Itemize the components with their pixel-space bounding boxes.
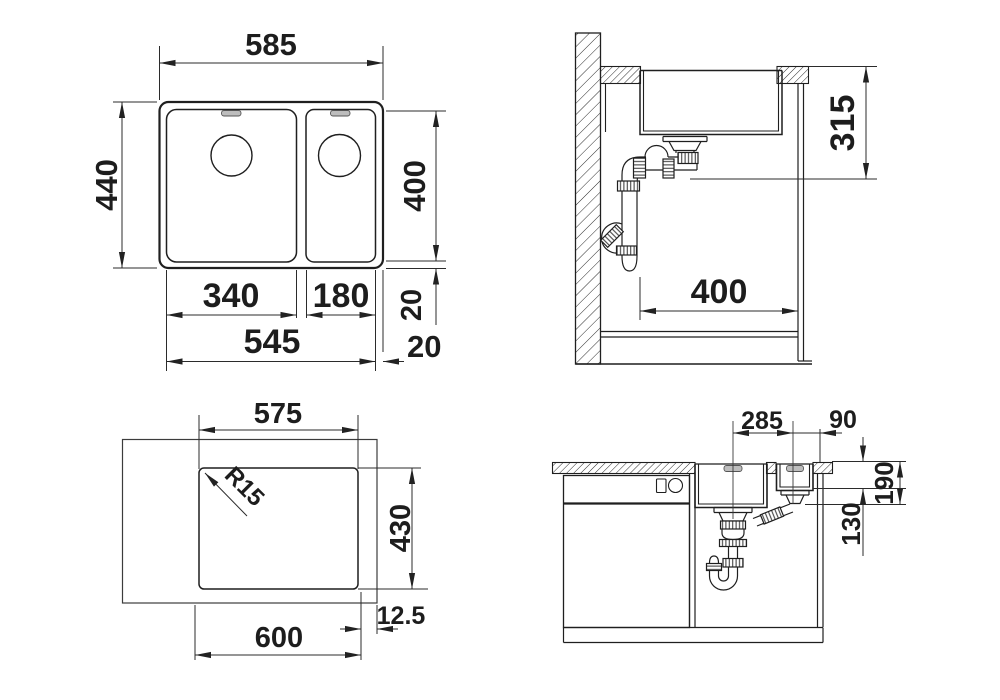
cutout-plan-view xyxy=(123,398,429,660)
dim-label-600: 600 xyxy=(254,622,304,654)
overflow-slot-half xyxy=(331,111,351,117)
bowl-inner xyxy=(644,71,779,132)
overflow-slot-half-front xyxy=(787,466,804,472)
dim-label-285: 285 xyxy=(741,407,783,435)
dim-label-430: 430 xyxy=(385,503,417,553)
wall-hatch xyxy=(576,33,601,364)
half-bowl xyxy=(306,110,376,263)
dishwasher-control-rect xyxy=(657,479,667,493)
base-cabinet-front xyxy=(564,474,824,643)
bowl-outer xyxy=(640,71,782,135)
dim-label-400-plan: 400 xyxy=(397,160,432,212)
dim-label-180: 180 xyxy=(312,277,370,315)
dim-label-20-rim-right: 20 xyxy=(407,329,442,364)
dim-label-130: 130 xyxy=(836,502,866,546)
drain-half xyxy=(319,135,361,177)
front-trap-assembly xyxy=(707,491,810,591)
front-section-view xyxy=(553,406,907,643)
radius-label-r15: R15 xyxy=(219,461,270,512)
dim-label-340: 340 xyxy=(202,277,260,315)
worktop-outline xyxy=(123,440,378,604)
dim-label-575: 575 xyxy=(253,398,303,430)
dishwasher-outline xyxy=(564,476,690,628)
side-section-view xyxy=(576,33,878,364)
sink-outline xyxy=(160,102,384,268)
dim-label-190: 190 xyxy=(869,461,899,505)
main-bowl xyxy=(167,110,297,263)
dim-label-400-depth: 400 xyxy=(690,273,748,311)
drain-main xyxy=(211,135,252,176)
dim-label-545: 545 xyxy=(243,323,301,361)
worktop-front-middle xyxy=(767,463,777,474)
overflow-slot-main xyxy=(222,111,242,117)
dishwasher-control-knob xyxy=(669,479,683,493)
top-plan-view xyxy=(89,27,446,371)
dim-label-315: 315 xyxy=(824,94,862,152)
worktop-left xyxy=(601,67,641,84)
worktop-front-left xyxy=(553,463,696,474)
worktop-front-right xyxy=(813,463,833,474)
dim-label-440: 440 xyxy=(89,159,124,211)
cutout-outline xyxy=(199,468,358,589)
dim-label-90: 90 xyxy=(829,406,857,434)
dim-label-585: 585 xyxy=(245,27,297,62)
dim-label-12-5: 12.5 xyxy=(376,602,426,630)
dim-label-20-rim-bottom: 20 xyxy=(396,288,428,322)
drain-trap-assembly xyxy=(601,137,707,272)
